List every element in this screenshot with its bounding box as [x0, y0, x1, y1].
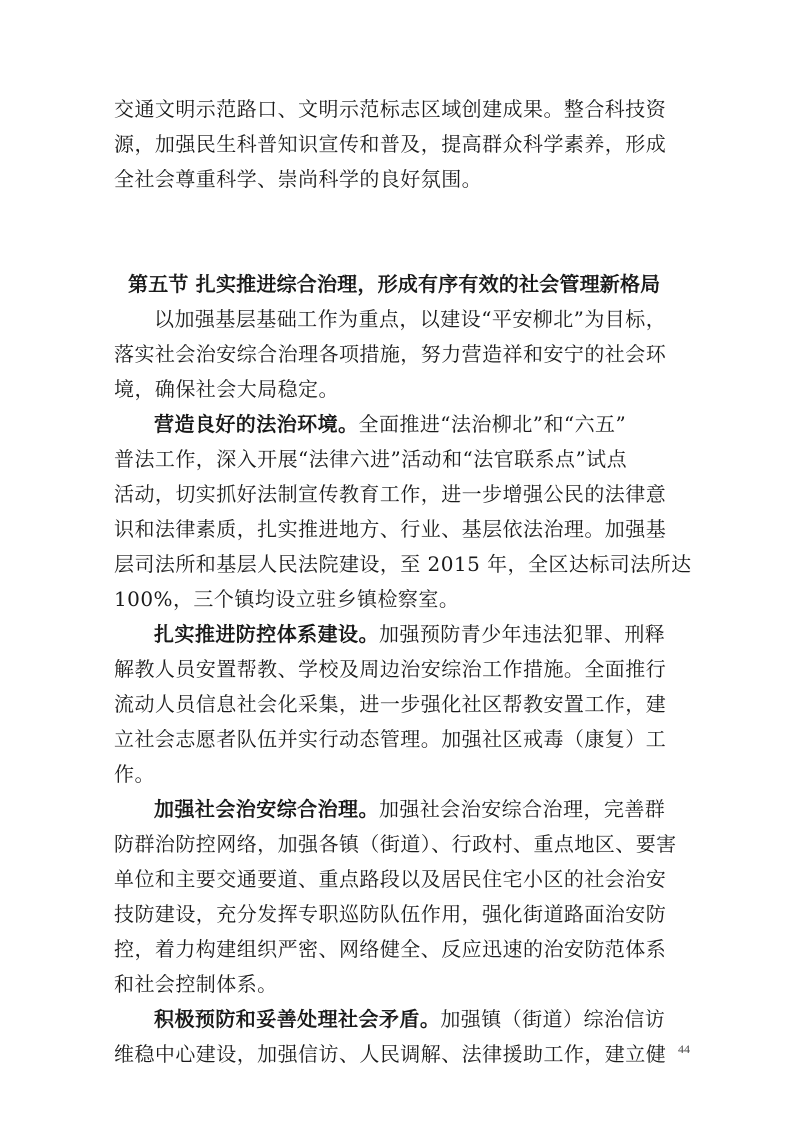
text-line: 全社会尊重科学、崇尚科学的良好氛围。: [114, 167, 483, 191]
paragraph-lead-rest: 加强镇（街道）综治信访: [440, 1007, 666, 1031]
text-line: 以加强基层基础工作为重点，以建设“平安柳北”为目标，: [154, 307, 667, 331]
section-spacer: [114, 197, 694, 267]
paragraph-lead-rest: 加强社会治安综合治理，完善群: [378, 797, 666, 821]
text-line: 源，加强民生科普知识宣传和普及，提高群众科学素养，形成: [114, 132, 667, 156]
continued-paragraph: [114, 92, 694, 197]
paragraph-first-line: [114, 1002, 694, 1037]
paragraph-lead: 加强社会治安综合治理。: [154, 797, 379, 821]
text-line: 防群治防控网络，加强各镇（街道）、行政村、重点地区、要害: [114, 832, 677, 856]
paragraph-lead: 积极预防和妥善处理社会矛盾。: [154, 1007, 441, 1031]
text-line: 落实社会治安综合治理各项措施，努力营造祥和安宁的社会环: [114, 342, 667, 366]
paragraph-social-conflicts: [114, 1002, 694, 1072]
text-line: 普法工作，深入开展“法律六进”活动和“法官联系点”试点: [114, 447, 628, 471]
text-line: 维稳中心建设，加强信访、人民调解、法律援助工作，建立健: [114, 1042, 667, 1066]
text-line: 流动人员信息社会化采集，进一步强化社区帮教安置工作，建: [114, 692, 667, 716]
paragraph-prevention-system: [114, 617, 694, 792]
paragraph-public-security: [114, 792, 694, 1002]
text-line: 单位和主要交通要道、重点路段以及居民住宅小区的社会治安: [114, 867, 667, 891]
paragraph-first-line: [114, 792, 694, 827]
page-number: 44: [678, 1042, 690, 1056]
section-intro-paragraph: [114, 302, 694, 407]
text-line: 识和法律素质，扎实推进地方、行业、基层依法治理。加强基: [114, 517, 667, 541]
text-line: 解教人员安置帮教、学校及周边治安综治工作措施。全面推行: [114, 657, 667, 681]
text-line: 控，着力构建组织严密、网络健全、反应迅速的治安防范体系: [114, 937, 667, 961]
text-line: 立社会志愿者队伍并实行动态管理。加强社区戒毒（康复）工: [114, 727, 667, 751]
text-line: 作。: [114, 762, 155, 786]
paragraph-lead: 营造良好的法治环境。: [154, 412, 359, 436]
paragraph-lead-rest: 加强预防青少年违法犯罪、刑释: [378, 622, 666, 646]
paragraph-legal-environment: [114, 407, 694, 617]
paragraph-lead: 扎实推进防控体系建设。: [154, 622, 379, 646]
text-line: 和社会控制体系。: [114, 972, 278, 996]
text-line: 活动，切实抓好法制宣传教育工作，进一步增强公民的法律意: [114, 482, 667, 506]
paragraph-first-line: [114, 617, 694, 652]
section-heading: 第五节 扎实推进综合治理，形成有序有效的社会管理新格局: [128, 272, 661, 296]
text-line: 技防建设，充分发挥专职巡防队伍作用，强化街道路面治安防: [114, 902, 667, 926]
paragraph-lead-rest: 全面推进“法治柳北”和“六五”: [358, 412, 627, 436]
paragraph-first-line: [114, 407, 694, 442]
text-line: 层司法所和基层人民法院建设，至 2015 年，全区达标司法所达: [114, 552, 692, 576]
text-line: 境，确保社会大局稳定。: [114, 377, 339, 401]
text-line: 100%，三个镇均设立驻乡镇检察室。: [114, 587, 460, 611]
text-line: 交通文明示范路口、文明示范标志区域创建成果。整合科技资: [114, 97, 667, 121]
document-page: [114, 92, 694, 1072]
